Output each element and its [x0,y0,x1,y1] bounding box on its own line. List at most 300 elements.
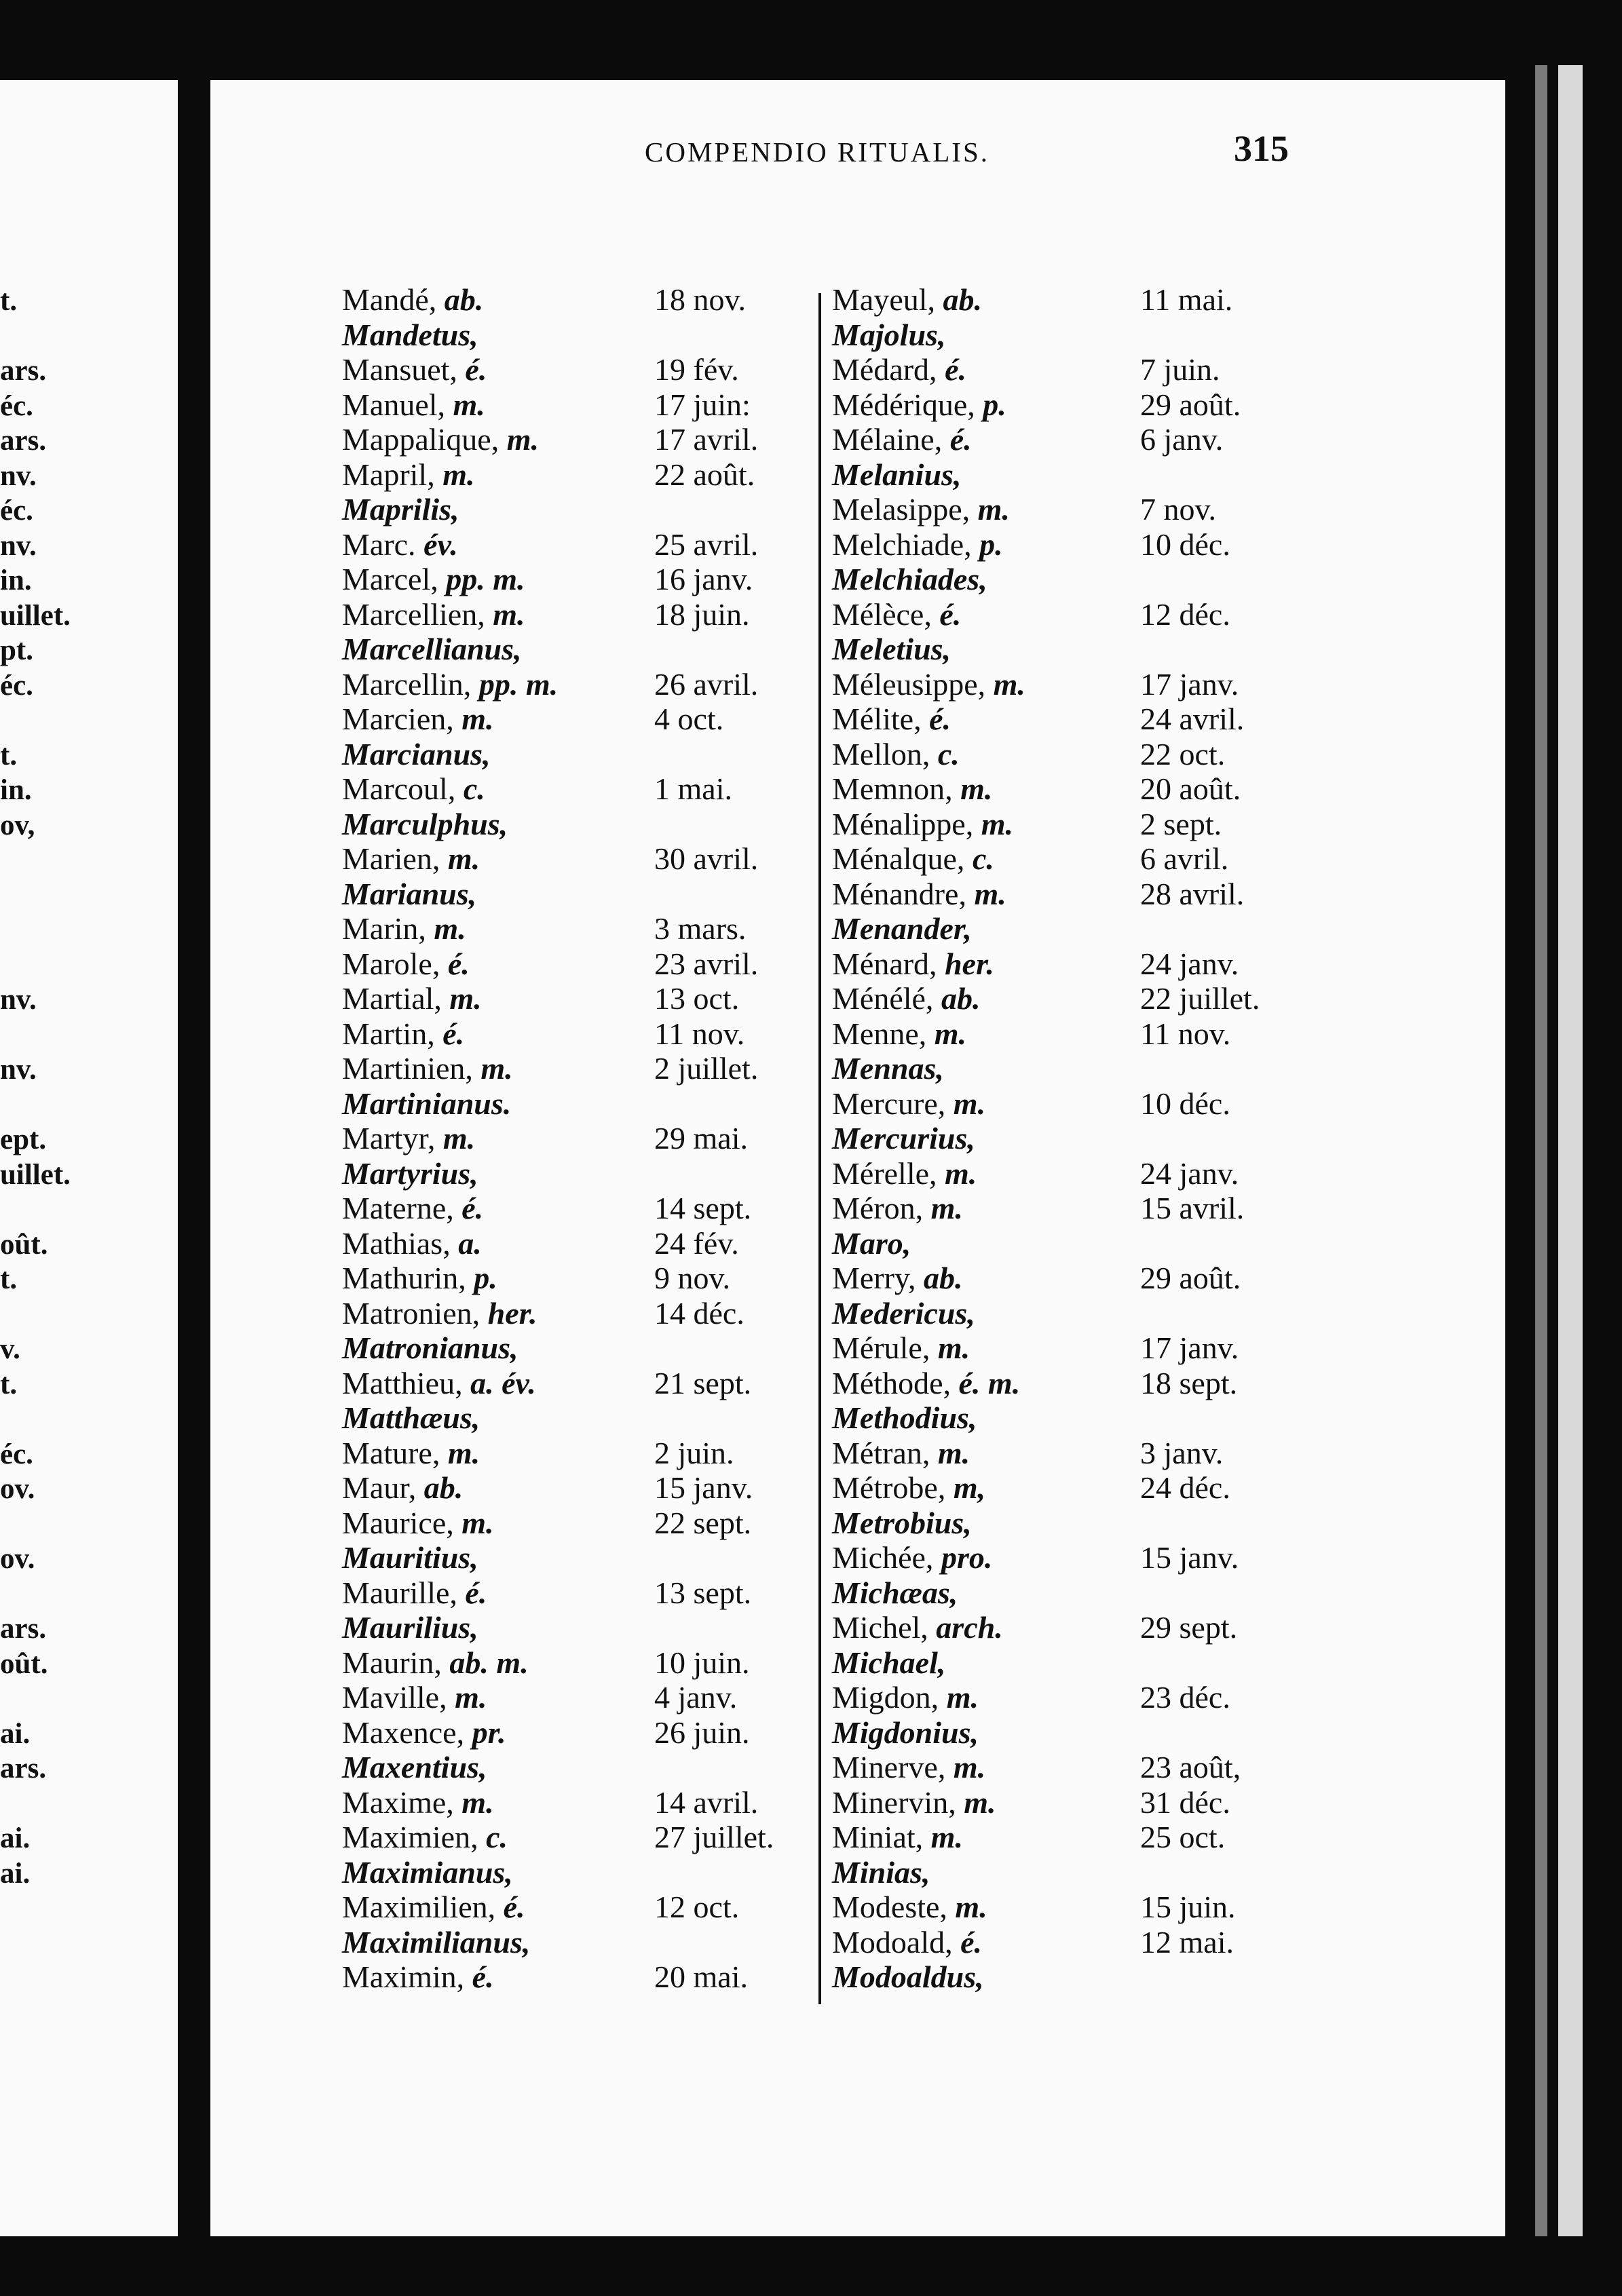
page-number: 315 [1234,128,1289,169]
qualifier: her. [487,1295,537,1331]
name-text: Ménélé, [832,981,941,1016]
name-text: Méleusippe, [832,666,994,702]
saint-name [832,597,961,632]
name-text: Marc. [342,527,424,562]
entry-row [832,1925,1307,1960]
feast-date: 3 mars. [654,911,747,946]
previous-page-fragment [0,1333,178,1366]
saint-name [832,702,951,737]
previous-page-fragment [0,600,178,632]
entry-row [342,946,804,982]
latin-name: Marcellianus, [342,632,522,666]
saint-name [342,457,474,493]
qualifier: m. [442,1121,476,1155]
saint-name [342,282,483,318]
saint-name [342,946,470,982]
book-gutter [178,0,210,2296]
entry-row [832,981,1307,1016]
page-stack-shadow [1535,65,1547,2236]
saint-name [342,1645,529,1681]
qualifier: pp. m. [446,562,525,596]
latin-name-row [342,1925,804,1960]
latin-name-row [342,877,804,912]
entry-row [832,1331,1307,1366]
name-text: Michel, [832,1610,937,1645]
feast-date: 22 sept. [654,1505,752,1540]
name-text: Mapril, [342,457,443,492]
name-text: Ménard, [832,946,945,981]
fragment-text: t. [0,285,18,317]
latin-name-row [832,318,1307,353]
saint-name [342,1715,506,1750]
latin-name-row [342,1086,804,1122]
name-text: Melasippe, [832,492,978,527]
saint-name [342,1261,497,1296]
entry-row [342,1645,804,1681]
saint-name [832,1436,970,1471]
previous-page-fragment [0,1753,178,1785]
previous-page-fragment [0,634,178,667]
latin-name-row [832,457,1307,493]
qualifier: m. [442,457,475,492]
entry-row [342,911,804,946]
entry-row [342,1575,804,1611]
saint-name [832,1680,979,1715]
feast-date: 11 nov. [654,1016,745,1051]
feast-date: 4 janv. [654,1680,738,1715]
fragment-text: éc. [0,1438,33,1470]
entry-row [832,807,1307,842]
fragment-text: in. [0,774,32,806]
latin-name-row [342,492,804,527]
previous-page-fragment [0,1543,178,1575]
name-text: Marcoul, [342,771,464,806]
previous-page-fragment [0,1124,178,1156]
name-text: Martyr, [342,1121,443,1155]
latin-name: Mennas, [832,1051,944,1086]
fragment-text: ai. [0,1717,31,1750]
name-text: Métrobe, [832,1470,954,1505]
name-text: Ménandre, [832,876,975,911]
qualifier: m. [506,422,539,457]
entry-row [832,1366,1307,1401]
latin-name: Martinianus. [342,1086,512,1121]
latin-name-row [832,562,1307,597]
feast-date: 17 avril. [654,422,759,457]
latin-name-row [342,318,804,353]
latin-name-row [832,1645,1307,1681]
saint-name [342,667,558,702]
latin-name: Maximianus, [342,1854,513,1890]
latin-name-row [832,1400,1307,1436]
saint-name [832,1785,996,1820]
qualifier: m. [953,1750,986,1784]
right-column [832,282,1307,1995]
saint-name [342,1680,487,1715]
qualifier: m. [937,1435,970,1470]
qualifier: ab. [923,1261,963,1295]
name-text: Modoald, [832,1924,961,1959]
name-text: Mellon, [832,736,938,771]
name-text: Marcellin, [342,666,479,702]
saint-name [832,1470,985,1506]
feast-date: 18 juin. [654,596,750,632]
previous-page-fragment [0,740,178,772]
qualifier: m. [453,387,485,422]
name-text: Minerve, [832,1750,954,1784]
fragment-text: v. [0,1333,20,1365]
qualifier: m. [480,1051,513,1086]
qualifier: pro. [941,1540,993,1575]
feast-date: 4 oct. [654,702,724,736]
saint-name [832,1540,992,1575]
qualifier: m. [930,1820,963,1854]
previous-page-fragment [0,425,178,457]
name-text: Mercure, [832,1086,954,1121]
name-text: Maximin, [342,1959,472,1994]
entry-row [832,737,1307,772]
saint-name [832,737,960,772]
qualifier: é. [949,422,972,457]
latin-name: Maximilianus, [342,1924,531,1959]
feast-date: 21 sept. [654,1365,752,1400]
name-text: Michée, [832,1540,941,1575]
previous-page-edge [0,80,178,2236]
name-text: Modeste, [832,1890,956,1924]
latin-name: Michæas, [832,1575,958,1610]
fragment-text: t. [0,1368,18,1400]
saint-name [832,667,1025,702]
qualifier: m. [946,1680,979,1715]
entry-row [342,1366,804,1401]
qualifier: c. [463,771,485,806]
latin-name: Metrobius, [832,1505,972,1540]
entry-row [342,1785,804,1820]
latin-name: Melchiades, [832,562,987,596]
qualifier: pr. [472,1715,506,1750]
qualifier: m. [461,1784,494,1820]
entry-row [832,352,1307,387]
qualifier: é. [461,1191,484,1225]
scanner-border-top [0,0,1622,80]
entry-row [832,492,1307,527]
name-text: Mappalique, [342,422,507,457]
qualifier: m. [993,666,1025,702]
saint-name [342,1436,480,1471]
qualifier: m. [449,981,482,1016]
previous-page-fragment [0,774,178,807]
feast-date: 26 juin. [654,1715,750,1750]
name-text: Marin, [342,911,434,946]
saint-name [342,1191,483,1226]
name-text: Mature, [342,1435,448,1470]
qualifier: ab. [941,981,981,1016]
qualifier: é. [929,702,951,736]
qualifier: ab. [943,282,983,317]
latin-name-row [342,1750,804,1785]
fragment-text: t. [0,1263,18,1295]
saint-name [342,1820,508,1855]
name-text: Métran, [832,1435,938,1470]
saint-name [342,387,485,423]
entry-row [342,387,804,423]
saint-name [832,841,994,877]
latin-name-row [832,1575,1307,1611]
qualifier: m. [953,1086,986,1121]
saint-name [342,702,494,737]
fragment-text: nv. [0,459,37,492]
entry-row [832,1540,1307,1575]
qualifier: m. [974,876,1006,911]
previous-page-fragment [0,1648,178,1681]
previous-page-fragment [0,285,178,318]
entry-row [832,841,1307,877]
fragment-text: nv. [0,984,37,1016]
qualifier: ab. [444,282,484,317]
fragment-text: t. [0,739,18,771]
name-text: Ménalque, [832,841,973,876]
saint-name [832,946,994,982]
entry-row [342,562,804,597]
latin-name-row [342,1400,804,1436]
feast-date: 18 nov. [654,282,747,317]
latin-name-row [342,807,804,842]
fragment-text: uillet. [0,599,71,632]
entry-row [342,1121,804,1156]
previous-page-fragment [0,1369,178,1401]
saint-name [832,807,1013,842]
latin-name: Mauritius, [342,1540,478,1575]
entry-row [832,527,1307,562]
name-text: Maximilien, [342,1890,504,1924]
qualifier: é. [442,1016,465,1051]
latin-name: Marianus, [342,876,477,911]
scanner-border-bottom [0,2236,1622,2296]
saint-name [832,1086,985,1122]
feast-date: 3 janv. [1140,1435,1224,1470]
saint-name [342,352,487,387]
qualifier: her. [945,946,994,981]
previous-page-fragment [0,1438,178,1471]
saint-name [342,981,482,1016]
fragment-text: pt. [0,634,33,666]
feast-date: 2 juin. [654,1435,734,1470]
latin-name: Maxentius, [342,1750,487,1784]
entry-row [342,597,804,632]
saint-name [342,1890,525,1925]
qualifier: ab. m. [449,1645,529,1680]
saint-name [342,911,466,946]
latin-name-row [832,911,1307,946]
qualifier: c. [937,736,960,771]
saint-name [832,1261,962,1296]
qualifier: m. [937,1331,970,1365]
feast-date: 13 oct. [654,981,740,1016]
name-text: Marcellien, [342,596,493,632]
fragment-text: ept. [0,1124,47,1155]
latin-name: Modoaldus, [832,1959,984,1994]
name-text: Mansuet, [342,352,466,387]
entry-row [832,946,1307,982]
entry-row [342,1051,804,1086]
saint-name [832,352,966,387]
saint-name [832,1610,1003,1645]
name-text: Memnon, [832,771,961,806]
entry-row [832,771,1307,807]
feast-date: 15 juin. [1140,1890,1236,1924]
latin-name-row [832,1506,1307,1541]
previous-page-fragment [0,1229,178,1261]
fragment-text: ov, [0,809,35,841]
left-column [342,282,804,1995]
entry-row [342,1959,804,1995]
saint-name [832,771,992,807]
feast-date: 29 août. [1140,1261,1241,1295]
feast-date: 2 sept. [1140,806,1222,841]
entry-row [342,1261,804,1296]
saint-name [342,1785,494,1820]
saint-name [342,1506,494,1541]
running-title: COMPENDIO RITUALIS. [645,136,989,168]
previous-page-fragment [0,1263,178,1296]
name-text: Melchiade, [832,527,980,562]
saint-name [832,877,1006,912]
latin-name: Mandetus, [342,317,478,352]
saint-name [342,771,485,807]
feast-date: 23 avril. [654,946,759,981]
qualifier: m. [955,1890,987,1924]
entry-row [342,841,804,877]
qualifier: pp. m. [478,666,559,702]
feast-date: 17 janv. [1140,666,1239,702]
latin-name: Michael, [832,1645,946,1680]
latin-name-row [342,1855,804,1890]
saint-name [342,422,539,457]
qualifier: é. [960,1924,983,1959]
saint-name [832,282,982,318]
entry-row [342,1226,804,1261]
fragment-text: éc. [0,669,33,702]
qualifier: c. [486,1820,508,1854]
name-text: Mélaine, [832,422,950,457]
saint-name [832,1331,970,1366]
name-text: Médérique, [832,387,983,422]
entry-row [342,1506,804,1541]
feast-date: 24 déc. [1140,1470,1230,1505]
latin-name: Maurilius, [342,1610,478,1645]
latin-name: Meletius, [832,632,951,666]
feast-date: 7 juin. [1140,352,1220,387]
entry-row [342,527,804,562]
feast-date: 31 déc. [1140,1784,1230,1820]
name-text: Maurice, [342,1505,462,1540]
feast-date: 22 juillet. [1140,981,1260,1016]
latin-name-row [832,1051,1307,1086]
qualifier: m. [447,1435,480,1470]
previous-page-fragment [0,460,178,493]
latin-name-row [832,1855,1307,1890]
name-text: Migdon, [832,1680,947,1715]
feast-date: 15 janv. [1140,1540,1239,1575]
feast-date: 22 oct. [1140,736,1226,771]
qualifier: m. [960,771,993,806]
name-text: Mérule, [832,1331,938,1365]
entry-row [342,422,804,457]
entry-row [832,702,1307,737]
saint-name [832,1366,1020,1401]
previous-page-fragment [0,984,178,1016]
fragment-text: in. [0,565,32,596]
feast-date: 25 oct. [1140,1820,1226,1854]
saint-name [342,527,458,562]
latin-name-row [342,1610,804,1645]
saint-name [832,981,980,1016]
latin-name-row [342,632,804,667]
entry-row [832,877,1307,912]
qualifier: m. [945,1155,977,1191]
feast-date: 9 nov. [654,1261,731,1295]
feast-date: 14 sept. [654,1191,752,1225]
entry-row [342,702,804,737]
qualifier: m. [461,702,494,736]
latin-name: Migdonius, [832,1715,979,1750]
feast-date: 13 sept. [654,1575,752,1610]
name-text: Martin, [342,1016,443,1051]
qualifier: é. [939,596,962,632]
latin-name: Martyrius, [342,1155,478,1191]
qualifier: m, [953,1470,986,1505]
entry-row [832,667,1307,702]
name-text: Merry, [832,1261,924,1295]
latin-name-row [342,1540,804,1575]
feast-date: 22 août. [654,457,755,492]
latin-name: Maro, [832,1225,911,1261]
entry-row [342,457,804,493]
entry-row [342,1680,804,1715]
name-text: Mathurin, [342,1261,474,1295]
entry-row [342,1715,804,1750]
previous-page-fragment [0,495,178,527]
feast-date: 25 avril. [654,527,759,562]
qualifier: é. [447,946,470,981]
feast-date: 26 avril. [654,666,759,702]
entry-row [342,352,804,387]
qualifier: p. [979,527,1003,562]
saint-name [832,387,1006,423]
saint-name [832,1016,966,1052]
saint-name [342,1226,482,1261]
feast-date: 28 avril. [1140,876,1245,911]
feast-date: 2 juillet. [654,1051,759,1086]
feast-date: 24 janv. [1140,946,1239,981]
latin-name: Maprilis, [342,492,459,527]
name-text: Maurin, [342,1645,450,1680]
saint-name [832,1925,982,1960]
name-text: Martinien, [342,1051,481,1086]
entry-row [342,1820,804,1855]
previous-page-fragment [0,1054,178,1086]
qualifier: m. [493,596,525,632]
feast-date: 6 avril. [1140,841,1229,876]
fragment-text: ars. [0,1613,47,1645]
fragment-text: oût. [0,1647,48,1680]
previous-page-fragment [0,530,178,562]
name-text: Mérelle, [832,1155,945,1191]
feast-date: 15 janv. [654,1470,753,1505]
feast-date: 17 juin: [654,387,751,422]
entry-row [832,1680,1307,1715]
feast-date: 19 fév. [654,352,739,387]
